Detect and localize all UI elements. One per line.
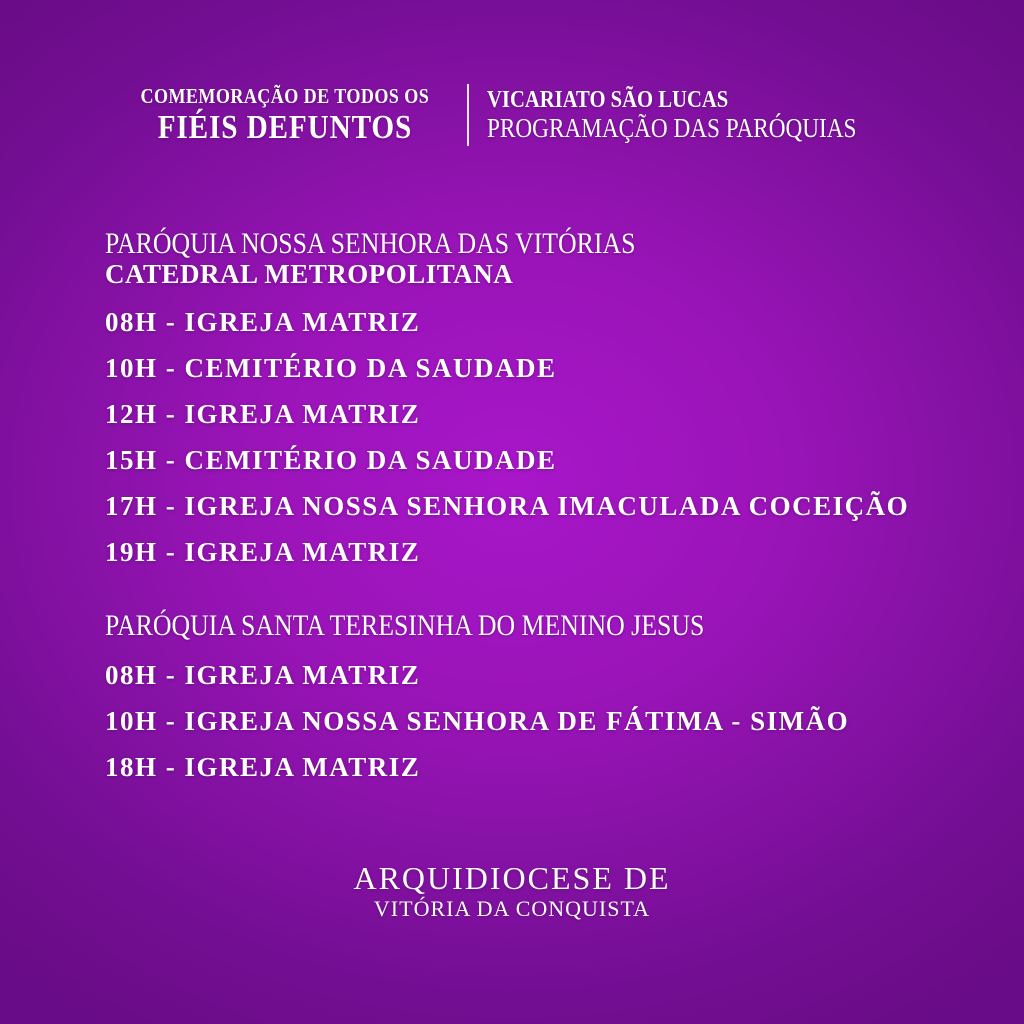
schedule-item: 19H - IGREJA MATRIZ xyxy=(105,537,421,567)
schedule-item: 18H - IGREJA MATRIZ xyxy=(105,752,421,782)
archdiocese-name-line1: ARQUIDIOCESE DE xyxy=(353,860,671,896)
vicariate-name xyxy=(487,87,917,114)
vicariate-block xyxy=(471,87,917,143)
schedule-list xyxy=(105,662,849,781)
program-subtitle xyxy=(487,114,917,143)
header xyxy=(105,84,917,146)
section-paroquia-vitorias xyxy=(105,228,909,585)
event-title-line1 xyxy=(105,84,465,108)
schedule-item: 10H - IGREJA NOSSA SENHORA DE FÁTIMA - SIMÃO xyxy=(105,706,850,736)
event-title-line1-text: COMEMORAÇÃO DE TODOS OS xyxy=(140,84,430,108)
event-title-line2 xyxy=(105,110,465,146)
schedule-item: 08H - IGREJA MATRIZ xyxy=(105,307,421,337)
schedule-item: 15H - CEMITÉRIO DA SAUDADE xyxy=(105,445,557,475)
vicariate-name-text: VICARIATO SÃO LUCAS xyxy=(487,87,729,113)
schedule-item: 17H - IGREJA NOSSA SENHORA IMACULADA COCEIÇÃO xyxy=(105,491,910,521)
event-title-line2-text: FIÉIS DEFUNTOS xyxy=(157,109,413,146)
header-divider xyxy=(467,84,469,146)
parish-subtitle: CATEDRAL METROPOLITANA xyxy=(105,259,514,289)
schedule-item: 10H - CEMITÉRIO DA SAUDADE xyxy=(105,353,557,383)
archdiocese-name-line2: VITÓRIA DA CONQUISTA xyxy=(373,896,651,921)
schedule-item: 12H - IGREJA MATRIZ xyxy=(105,399,421,429)
parish-name-text: PARÓQUIA SANTA TERESINHA DO MENINO JESUS xyxy=(105,609,705,642)
section-paroquia-teresinha xyxy=(105,610,849,800)
program-subtitle-text: PROGRAMAÇÃO DAS PARÓQUIAS xyxy=(487,113,857,143)
schedule-item: 08H - IGREJA MATRIZ xyxy=(105,660,421,690)
schedule-list xyxy=(105,309,909,566)
parish-name xyxy=(105,228,909,260)
event-title-block xyxy=(105,84,465,146)
parish-name-text: PARÓQUIA NOSSA SENHORA DAS VITÓRIAS xyxy=(105,227,636,260)
parish-name xyxy=(105,610,849,642)
footer xyxy=(0,860,1024,922)
